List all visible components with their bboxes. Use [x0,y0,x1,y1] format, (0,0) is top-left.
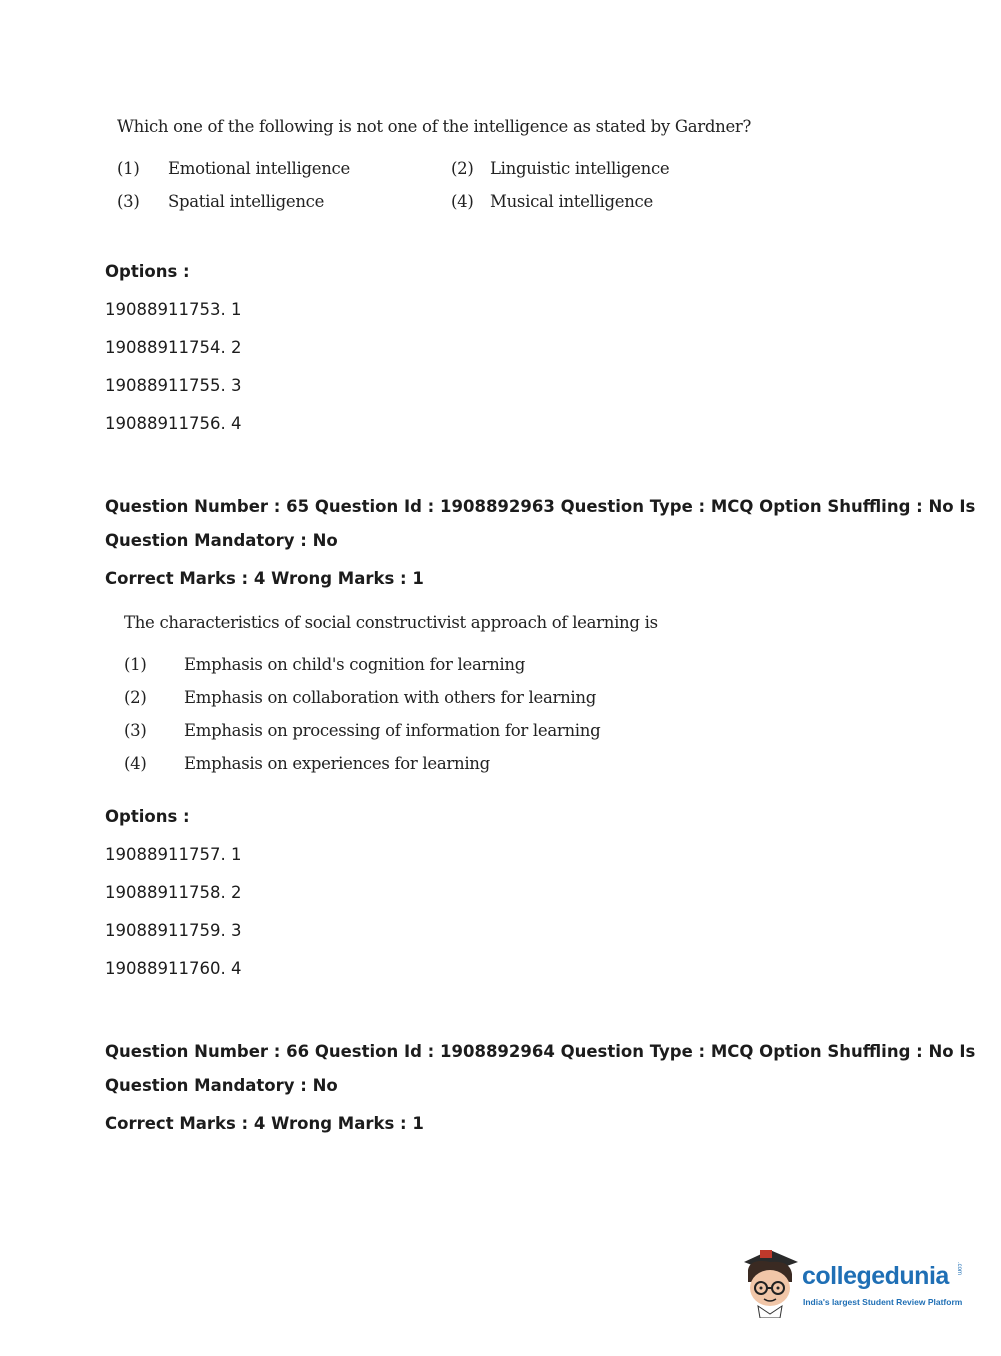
logo-wordmark: collegedunia [802,1262,949,1290]
q64-option-3: 19088911755. 3 [105,376,242,395]
q65-choice-3-num: (3) [124,721,147,740]
q65-header-line1: Question Number : 65 Question Id : 1908892963 Question Type : MCQ Option Shuffling : No Is [105,497,976,516]
q64-choice-2-num: (2) [451,159,474,178]
q65-marks: Correct Marks : 4 Wrong Marks : 1 [105,569,424,588]
q64-choice-4-text: Musical intelligence [490,192,653,211]
q64-option-1: 19088911753. 1 [105,300,242,319]
q65-stem: The characteristics of social constructivist approach of learning is [124,613,658,632]
q64-option-2: 19088911754. 2 [105,338,242,357]
q65-choice-4-text: Emphasis on experiences for learning [184,754,490,773]
q66-marks: Correct Marks : 4 Wrong Marks : 1 [105,1114,424,1133]
q65-choice-3-text: Emphasis on processing of information for learning [184,721,601,740]
q64-option-4: 19088911756. 4 [105,414,242,433]
q65-options-label: Options : [105,807,190,826]
q64-choice-3-text: Spatial intelligence [168,192,325,211]
q65-choice-4-num: (4) [124,754,147,773]
q64-choice-1-num: (1) [117,159,140,178]
q65-option-1: 19088911757. 1 [105,845,242,864]
q65-option-3: 19088911759. 3 [105,921,242,940]
q65-option-4: 19088911760. 4 [105,959,242,978]
q65-choice-1-text: Emphasis on child's cognition for learning [184,655,525,674]
collegedunia-logo [740,1248,970,1320]
q64-choice-3-num: (3) [117,192,140,211]
q64-choice-2-text: Linguistic intelligence [490,159,670,178]
q65-choice-2-num: (2) [124,688,147,707]
q64-stem: Which one of the following is not one of the intelligence as stated by Gardner? [117,117,752,136]
q65-choice-1-num: (1) [124,655,147,674]
mascot-with-graduation-cap-icon [740,1248,800,1318]
q65-choice-2-text: Emphasis on collaboration with others for learning [184,688,596,707]
q64-options-label: Options : [105,262,190,281]
logo-tagline: India's largest Student Review Platform [803,1297,963,1307]
q66-header-line1: Question Number : 66 Question Id : 1908892964 Question Type : MCQ Option Shuffling : No Is [105,1042,976,1061]
q64-choice-1-text: Emotional intelligence [168,159,350,178]
q64-choice-4-num: (4) [451,192,474,211]
logo-domain: .com [956,1262,962,1276]
q65-option-2: 19088911758. 2 [105,883,242,902]
q66-header-line2: Question Mandatory : No [105,1076,338,1095]
q65-header-line2: Question Mandatory : No [105,531,338,550]
